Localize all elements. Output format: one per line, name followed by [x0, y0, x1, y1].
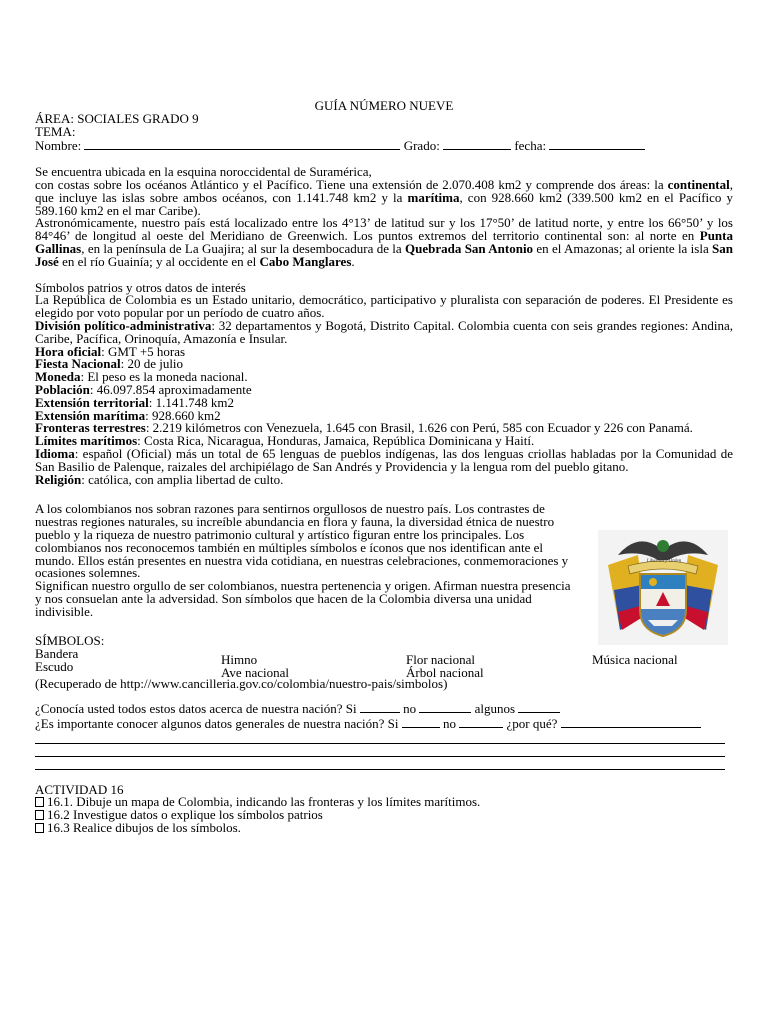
guide-title: GUÍA NÚMERO NUEVE: [314, 98, 454, 113]
datos-poblacion: Población: 46.097.854 aproximadamente: [35, 381, 252, 397]
q2-porque-blank[interactable]: [561, 716, 701, 728]
grado-label: Grado:: [403, 138, 440, 154]
grado-blank[interactable]: [443, 138, 511, 150]
simbolo-escudo: Escudo: [35, 659, 74, 675]
checkbox-icon: [35, 810, 44, 820]
simbolo-bandera: Bandera: [35, 646, 79, 662]
q2-si-blank[interactable]: [402, 716, 440, 728]
coat-of-arms-icon: [598, 530, 728, 645]
nombre-label: Nombre:: [35, 138, 82, 154]
fecha-blank[interactable]: [549, 138, 645, 150]
actividad-item: 16.3 Realice dibujos de los símbolos.: [35, 822, 733, 835]
datos-limites: Límites marítimos: Costa Rica, Nicaragua, Honduras, Jamaica, República Dominicana y Haití.: [35, 433, 535, 449]
orgullo-paragraph: A los colombianos nos sobran razones para sentirnos orgullosos de nuestro país. Los contrastes de nuestras regiones naturales, su increíble abundancia en flora y fauna, la diversidad étnica de nuestro pueblo y la riqueza de nuestro patrimonio cultural y artístico figuran entre los principales. Los colombianos nos reconocemos también en múltiples símbolos e íconos que nos identifican ante el mundo. Ellos están presentes en nuestra vida cotidiana, en nuestras celebraciones, conmemoraciones y ocasiones solemnes.: [35, 501, 569, 581]
simbolo-musica: Música nacional: [592, 652, 678, 668]
datos-heading: Símbolos patrios y otros datos de interés: [35, 279, 246, 295]
geo-intro-line: Se encuentra ubicada en la esquina noroccidental de Suramérica,: [35, 164, 372, 180]
coat-of-arms-motto: Libertad y Orden: [646, 559, 682, 564]
datos-division: División político-administrativa: 32 departamentos y Bogotá, Distrito Capital. Colombia cuenta con seis grandes regiones: Andina, Caribe, Pacífica, Orinoquía, Amazonía e Insular.: [35, 317, 733, 346]
pregunta-2: ¿Es importante conocer algunos datos generales de nuestra nación? Si no ¿por qué?: [35, 716, 733, 731]
coat-of-arms-image: [598, 530, 728, 645]
datos-fronteras: Fronteras terrestres: 2.219 kilómetros con Venezuela, 1.645 con Brasil, 1.626 con Perú, 585 con Ecuador y 226 con Panamá.: [35, 420, 693, 436]
nombre-blank[interactable]: [84, 138, 400, 150]
pregunta-1: ¿Conocía usted todos estos datos acerca de nuestra nación? Si no algunos: [35, 701, 733, 716]
datos-estado-paragraph: La República de Colombia es un Estado unitario, democrático, participativo y pluralista con separación de poderes. El Presidente es elegido por voto popular por un período de cuatro años.: [35, 292, 733, 321]
actividad-item: 16.1. Dibuje un mapa de Colombia, indicando las fronteras y los límites marítimos.: [35, 796, 733, 809]
answer-line-1[interactable]: [35, 731, 725, 744]
name-row: [35, 138, 733, 153]
simbolos-heading: SÍMBOLOS:: [35, 633, 105, 649]
datos-extension-maritima: Extensión marítima: 928.660 km2: [35, 407, 221, 423]
datos-hora: Hora oficial: GMT +5 horas: [35, 343, 186, 359]
area-line: ÁREA: SOCIALES GRADO 9: [35, 110, 199, 126]
q1-no-blank[interactable]: [419, 701, 471, 713]
geo-astronomic-paragraph: Astronómicamente, nuestro país está localizado entre los 4°13’ de latitud sur y los 17°50’ de latitud norte, y entre los 66°50’ y los 84°46’ de longitud al oeste del Meridiano de Greenwich. Los puntos extremos del territorio continental son: al norte en Punta Gallinas, en la península de La Guajira; al sur la desembocadura de la Quebrada San Antonio en el Amazonas; al oriente la isla San José en el río Guainía; y al occidente en el Cabo Manglares.: [35, 215, 734, 269]
datos-extension-territorial: Extensión territorial: 1.141.748 km2: [35, 394, 234, 410]
q1-algunos-blank[interactable]: [518, 701, 560, 713]
q1-si-blank[interactable]: [360, 701, 400, 713]
geo-extension-paragraph: con costas sobre los océanos Atlántico y el Pacífico. Tiene una extensión de 2.070.408 km2 y comprende dos áreas: la continental, que incluye las islas sobre ambos océanos, con 1.141.748 km2 y la marítima, con 928.660 km2 (339.500 km2 en el Pacífico y 589.160 km2 en el mar Caribe).: [35, 176, 733, 218]
simbolo-himno: Himno: [221, 652, 258, 668]
document-page: [35, 100, 733, 835]
simbolo-arbol: Árbol nacional: [406, 665, 484, 681]
tema-line: TEMA:: [35, 123, 76, 139]
orgullo-paragraph-2: Significan nuestro orgullo de ser colombianos, nuestra pertenencia y origen. Afirman nuestra presencia y nos consuelan ante la adversidad. Son símbolos que hacen de la Colombia diversa una unidad indivisible.: [35, 578, 571, 619]
q2-no-blank[interactable]: [459, 716, 503, 728]
simbolo-ave: Ave nacional: [221, 665, 289, 681]
datos-moneda: Moneda: El peso es la moneda nacional.: [35, 369, 248, 385]
checkbox-icon: [35, 823, 44, 833]
actividad-title: ACTIVIDAD 16: [35, 781, 124, 797]
simbolo-flor: Flor nacional: [406, 652, 475, 668]
answer-line-2[interactable]: [35, 744, 725, 757]
fecha-label: fecha:: [514, 138, 547, 154]
datos-fiesta: Fiesta Nacional: 20 de julio: [35, 356, 184, 372]
datos-idioma: Idioma: español (Oficial) más un total de 65 lenguas de pueblos indígenas, las dos lenguas criollas habladas por la Comunidad de San Basilio de Palenque, raizales del archipiélago de San Andrés y Providencia y la lengua rom del pueblo gitano.: [35, 445, 733, 474]
answer-line-3[interactable]: [35, 757, 725, 770]
datos-religion: Religión: católica, con amplia libertad de culto.: [35, 471, 284, 487]
actividad-item: 16.2 Investigue datos o explique los símbolos patrios: [35, 809, 733, 822]
recuperado-line: (Recuperado de http://www.cancilleria.gov.co/colombia/nuestro-pais/simbolos): [35, 676, 448, 692]
simbolos-grid: [35, 648, 733, 690]
checkbox-icon: [35, 797, 44, 807]
